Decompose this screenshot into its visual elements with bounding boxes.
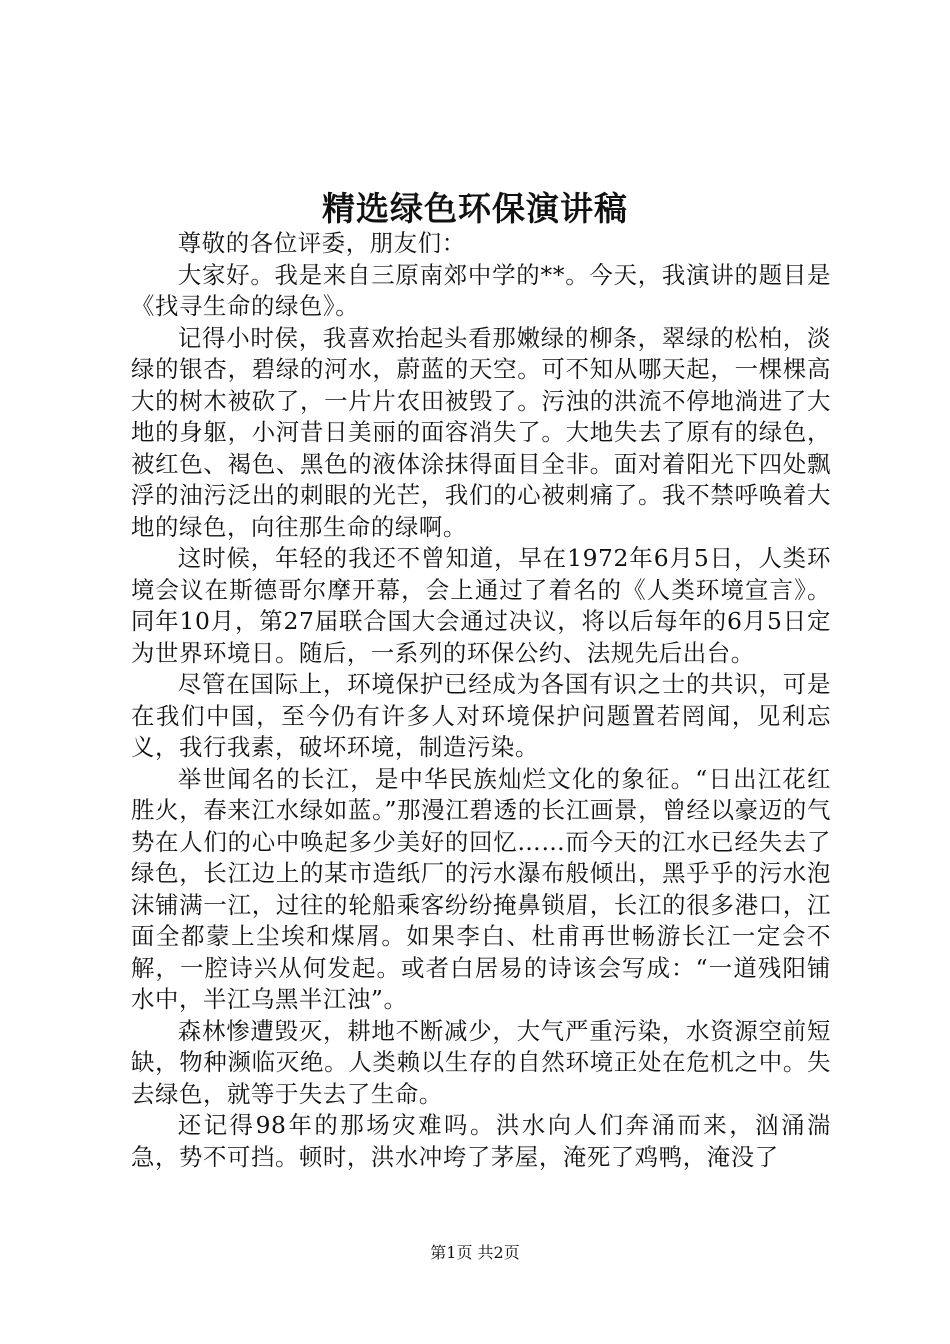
paragraph-flood-1998: 还记得98年的那场灾难吗。洪水向人们奔涌而来，汹涌湍急，势不可挡。顿时，洪水冲垮了茅屋，淹死了鸡鸭，淹没了 xyxy=(131,1111,831,1171)
paragraph-introduction: 大家好。我是来自三原南郊中学的**。今天，我演讲的题目是《找寻生命的绿色》。 xyxy=(131,260,831,320)
paragraph-china-pollution: 尽管在国际上，环境保护已经成为各国有识之士的共识，可是在我们中国，至今仍有许多人对环境保护问题置若罔闻，见利忘义，我行我素，破坏环境，制造污染。 xyxy=(131,670,831,761)
paragraph-environment-day: 这时候，年轻的我还不曾知道，早在1972年6月5日，人类环境会议在斯德哥尔摩开幕，会上通过了着名的《人类环境宣言》。同年10月，第27届联合国大会通过决议，将以后每年的6月5日定为世界环境日。随后，一系列的环保公约、法规先后出台。 xyxy=(131,544,831,667)
paragraph-yangtze-river: 举世闻名的长江，是中华民族灿烂文化的象征。“日出江花红胜火，春来江水绿如蓝。”那漫江碧透的长江画景，曾经以豪迈的气势在人们的心中唤起多少美好的回忆……而今天的江水已经失去了绿色，长江边上的某市造纸厂的污水瀑布般倾出，黑乎乎的污水泡沫铺满一江，过往的轮船乘客纷纷掩鼻锁眉，长江的很多港口，江面全都蒙上尘埃和煤屑。如果李白、杜甫再世畅游长江一定会不解，一腔诗兴从何发起。或者白居易的诗该会写成：“一道残阳铺水中，半江乌黑半江浊”。 xyxy=(131,764,831,1013)
paragraph-crisis: 森林惨遭毁灭，耕地不断减少，大气严重污染，水资源空前短缺，物种濒临灭绝。人类赖以生存的自然环境正处在危机之中。失去绿色，就等于失去了生命。 xyxy=(131,1016,831,1108)
document-body xyxy=(131,228,831,1173)
paragraph-salutation: 尊敬的各位评委，朋友们： xyxy=(177,229,466,257)
page-number-footer: 第1页 共2页 xyxy=(430,1243,520,1262)
paragraph-childhood-memory: 记得小时侯，我喜欢抬起头看那嫩绿的柳条，翠绿的松柏，淡绿的银杏，碧绿的河水，蔚蓝的天空。可不知从哪天起，一棵棵高大的树木被砍了，一片片农田被毁了。污浊的洪流不停地淌进了大地的身躯，小河昔日美丽的面容消失了。大地失去了原有的绿色，被红色、褐色、黑色的液体涂抹得面目全非。面对着阳光下四处飘浮的油污泛出的刺眼的光芒，我们的心被刺痛了。我不禁呼唤着大地的绿色，向往那生命的绿啊。 xyxy=(131,323,831,541)
document-title: 精选绿色环保演讲稿 xyxy=(322,189,628,228)
